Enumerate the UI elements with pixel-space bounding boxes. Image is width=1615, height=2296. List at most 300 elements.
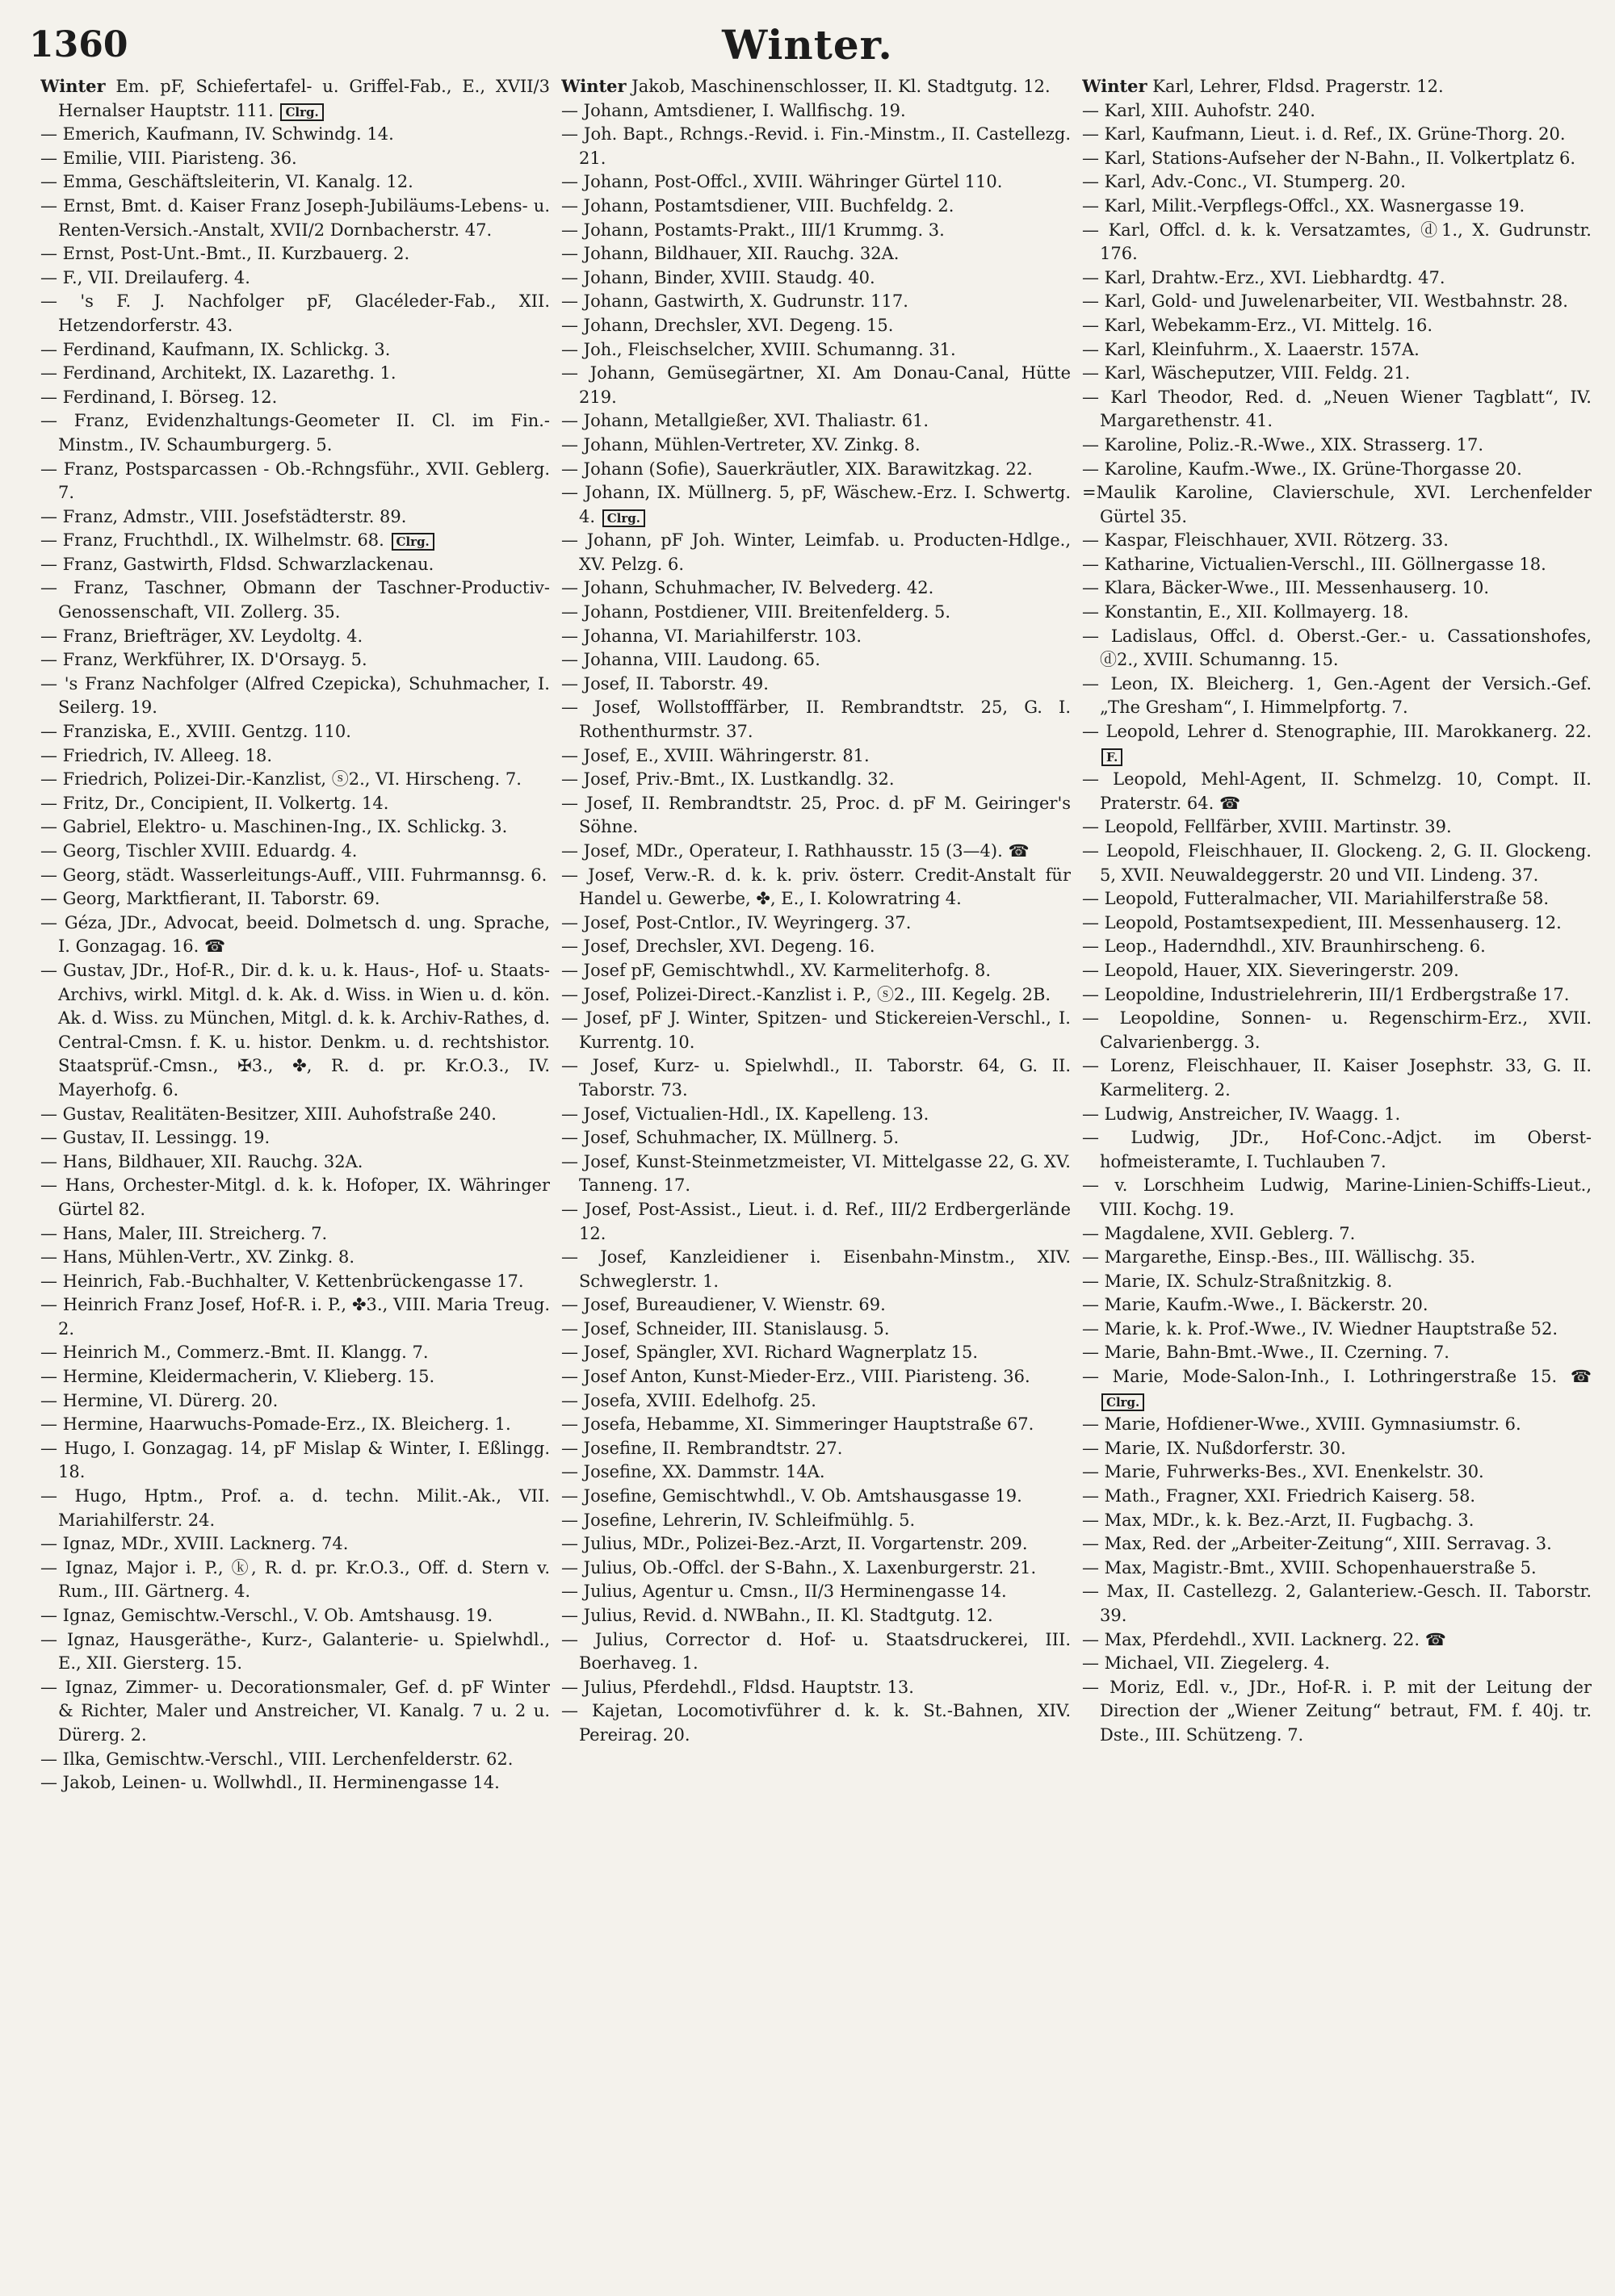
directory-entry bbox=[1082, 1318, 1592, 1342]
entry-text: — Karoline, Kaufm.-Wwe., IX. Grüne-Thorgasse 20. bbox=[1082, 459, 1522, 479]
entry-text: — Josef, Kunst-Steinmetzmeister, VI. Mittelgasse 22, G. XV. Tanneng. 17. bbox=[561, 1151, 1071, 1196]
entry-text: — Johann, Bildhauer, XII. Rauchg. 32A. bbox=[561, 244, 900, 264]
entry-text: — v. Lorschheim Ludwig, Marine-Linien-Schiffs-Lieut., VIII. Kochg. 19. bbox=[1082, 1175, 1592, 1219]
directory-entry bbox=[1082, 1341, 1592, 1365]
directory-entry bbox=[561, 290, 1071, 314]
entry-text: — Karl, Gold- und Juwelenarbeiter, VII. Westbahnstr. 28. bbox=[1082, 291, 1568, 312]
entry-text: — Josef, Kanzleidiener i. Eisenbahn-Minstm., XIV. Schweglerstr. 1. bbox=[561, 1247, 1071, 1291]
entry-badge: Clrg. bbox=[1101, 1393, 1144, 1411]
entry-text: — Kajetan, Locomotivführer d. k. k. St.-Bahnen, XIV. Pereirag. 20. bbox=[561, 1701, 1071, 1745]
entry-text: — Marie, Mode-Salon-Inh., I. Lothringerstraße 15. ☎ bbox=[1082, 1367, 1592, 1387]
directory-entry bbox=[1082, 576, 1592, 601]
entry-text: — Hugo, Hptm., Prof. a. d. techn. Milit.-Ak., VII. Mariahilferstr. 24. bbox=[40, 1486, 550, 1530]
entry-text: — 's Franz Nachfolger (Alfred Czepicka), Schuhmacher, I. Seilerg. 19. bbox=[40, 673, 550, 718]
entry-text: — Julius, MDr., Polizei-Bez.-Arzt, II. Vorgartenstr. 209. bbox=[561, 1534, 1028, 1554]
directory-columns bbox=[40, 74, 1592, 2293]
directory-entry bbox=[40, 242, 550, 266]
directory-entry bbox=[561, 458, 1071, 482]
directory-entry bbox=[40, 1293, 550, 1341]
directory-entry bbox=[561, 576, 1071, 601]
directory-entry bbox=[1082, 1485, 1592, 1509]
directory-entry bbox=[40, 338, 550, 362]
directory-entry bbox=[40, 815, 550, 840]
directory-entry bbox=[561, 1580, 1071, 1604]
directory-entry bbox=[1082, 1509, 1592, 1533]
entry-text: — Karl, Stations-Aufseher der N-Bahn., II. Volkertplatz 6. bbox=[1082, 148, 1576, 168]
entry-text: — Johann, Binder, XVIII. Staudg. 40. bbox=[561, 267, 875, 287]
directory-entry bbox=[1082, 529, 1592, 553]
entry-headword: Winter bbox=[1082, 76, 1147, 96]
directory-entry bbox=[1082, 553, 1592, 577]
entry-text: — Karoline, Poliz.-R.-Wwe., XIX. Strasserg. 17. bbox=[1082, 434, 1484, 455]
directory-entry bbox=[40, 1532, 550, 1557]
entry-text: — Josefine, II. Rembrandtstr. 27. bbox=[561, 1438, 843, 1458]
entry-text: — Leopold, Lehrer d. Stenographie, III. Marokkanerg. 22. bbox=[1082, 722, 1592, 742]
entry-text: — Johann, Postamtsdiener, VIII. Buchfeldg. 2. bbox=[561, 195, 954, 216]
entry-text: — Leopoldine, Industrielehrerin, III/1 Erdbergstraße 17. bbox=[1082, 984, 1570, 1004]
entry-text: — Karl, Offcl. d. k. k. Versatzamtes, ⓓ1., X. Gudrunstr. 176. bbox=[1082, 220, 1592, 264]
entry-text: — Ferdinand, I. Börseg. 12. bbox=[40, 387, 278, 407]
directory-entry bbox=[1082, 290, 1592, 314]
directory-entry bbox=[40, 458, 550, 505]
entry-text: — Josef, Drechsler, XVI. Degeng. 16. bbox=[561, 936, 875, 957]
directory-entry bbox=[1082, 1174, 1592, 1221]
entry-text: — Johann, IX. Müllnerg. 5, pF, Wäschew.-Erz. I. Schwertg. 4. bbox=[561, 483, 1071, 526]
directory-entry bbox=[40, 1270, 550, 1294]
directory-entry bbox=[1082, 1580, 1592, 1628]
entry-text: — Josef, Wollstofffärber, II. Rembrandtstr. 25, G. I. Rothenthurmstr. 37. bbox=[561, 698, 1071, 742]
entry-text: — Gabriel, Elektro- u. Maschinen-Ing., IX. Schlickg. 3. bbox=[40, 817, 508, 837]
directory-entry bbox=[40, 887, 550, 911]
entry-text: — Hermine, Haarwuchs-Pomade-Erz., IX. Bleicherg. 1. bbox=[40, 1414, 511, 1435]
directory-entry bbox=[40, 123, 550, 147]
directory-entry bbox=[40, 864, 550, 888]
entry-text: — Katharine, Victualien-Verschl., III. Göllnergasse 18. bbox=[1082, 554, 1546, 574]
entry-text: — Leopold, Fellfärber, XVIII. Martinstr. 39. bbox=[1082, 817, 1452, 837]
directory-entry bbox=[561, 1604, 1071, 1628]
entry-text: — Johann, Amtsdiener, I. Wallfischg. 19. bbox=[561, 100, 906, 120]
entry-text: — Ferdinand, Kaufmann, IX. Schlickg. 3. bbox=[40, 339, 391, 359]
directory-entry bbox=[561, 935, 1071, 959]
directory-entry bbox=[1082, 1676, 1592, 1748]
directory-entry bbox=[40, 672, 550, 720]
directory-entry bbox=[561, 1293, 1071, 1318]
entry-text: — Ludwig, Anstreicher, IV. Waagg. 1. bbox=[1082, 1104, 1401, 1124]
entry-text: — Leopoldine, Sonnen- u. Regenschirm-Erz., XVII. Calvarienbergg. 3. bbox=[1082, 1008, 1592, 1052]
directory-entry bbox=[561, 1532, 1071, 1557]
entry-text: — Hermine, VI. Dürerg. 20. bbox=[40, 1390, 279, 1410]
entry-text: — Heinrich M., Commerz.-Bmt. II. Klangg. 7. bbox=[40, 1343, 429, 1363]
directory-entry bbox=[1082, 983, 1592, 1008]
entry-text: — 's F. J. Nachfolger pF, Glacéleder-Fab., XII. Hetzendorferstr. 43. bbox=[40, 291, 550, 335]
directory-entry bbox=[1082, 1293, 1592, 1318]
directory-entry bbox=[561, 696, 1071, 744]
entry-text: — Ludwig, JDr., Hof-Conc.-Adjct. im Oberst-hofmeisteramte, I. Tuchlauben 7. bbox=[1082, 1128, 1592, 1171]
entry-text: — Marie, IX. Schulz-Straßnitzkig. 8. bbox=[1082, 1271, 1393, 1291]
entry-text: Karl, Lehrer, Fldsd. Pragerstr. 12. bbox=[1147, 77, 1444, 96]
directory-entry bbox=[40, 266, 550, 291]
directory-entry bbox=[561, 481, 1071, 529]
entry-text: — Moriz, Edl. v., JDr., Hof-R. i. P. mit der Leitung der Direction der „Wiener Zeitung“ betraut, FM. f. 40j. tr. Dste., III. Schützeng. 7. bbox=[1082, 1677, 1592, 1745]
entry-text: — Heinrich, Fab.-Buchhalter, V. Kettenbrückengasse 17. bbox=[40, 1271, 524, 1291]
entry-text: — Karl, XIII. Auhofstr. 240. bbox=[1082, 100, 1315, 120]
directory-entry bbox=[1082, 1246, 1592, 1270]
directory-entry bbox=[40, 1126, 550, 1150]
entry-text: — Emilie, VIII. Piaristeng. 36. bbox=[40, 148, 297, 168]
entry-text: — Hans, Bildhauer, XII. Rauchg. 32A. bbox=[40, 1151, 363, 1171]
entry-text: — Franz, Postsparcassen - Ob.-Rchngsführ., XVII. Geblerg. 7. bbox=[40, 459, 550, 503]
directory-entry bbox=[1082, 601, 1592, 625]
entry-text: — Max, Red. der „Arbeiter-Zeitung“, XIII. Serravag. 3. bbox=[1082, 1534, 1552, 1554]
entry-text: — Kaspar, Fleischhauer, XVII. Rötzerg. 33. bbox=[1082, 530, 1449, 551]
directory-entry bbox=[40, 1437, 550, 1485]
entry-text: — Johann, Post-Offcl., XVIII. Währinger Gürtel 110. bbox=[561, 172, 1003, 192]
entry-text: — Josef Anton, Kunst-Mieder-Erz., VIII. Piaristeng. 36. bbox=[561, 1367, 1030, 1387]
directory-entry bbox=[1082, 1054, 1592, 1102]
directory-entry bbox=[561, 123, 1071, 170]
column-2 bbox=[561, 74, 1071, 2293]
entry-badge: Clrg. bbox=[280, 103, 323, 121]
directory-entry bbox=[1082, 959, 1592, 983]
directory-entry bbox=[40, 840, 550, 864]
directory-entry bbox=[561, 744, 1071, 769]
entry-text: — Julius, Ob.-Offcl. der S-Bahn., X. Laxenburgerstr. 21. bbox=[561, 1557, 1037, 1577]
entry-text: — Joh. Bapt., Rchngs.-Revid. i. Fin.-Minstm., II. Castellezg. 21. bbox=[561, 124, 1071, 168]
entry-badge: Clrg. bbox=[602, 509, 645, 527]
entry-text: — Josef, Priv.-Bmt., IX. Lustkandlg. 32. bbox=[561, 769, 895, 790]
entry-text: — Franz, Evidenzhaltungs-Geometer II. Cl. im Fin.-Minstm., IV. Schaumburgerg. 5. bbox=[40, 411, 550, 455]
entry-text: — Max, Magistr.-Bmt., XVIII. Schopenhauerstraße 5. bbox=[1082, 1557, 1537, 1577]
directory-entry bbox=[561, 409, 1071, 434]
directory-entry bbox=[40, 959, 550, 1103]
entry-text: — Georg, Marktfierant, II. Taborstr. 69. bbox=[40, 889, 380, 909]
directory-entry bbox=[40, 1341, 550, 1365]
directory-entry bbox=[561, 1150, 1071, 1198]
entry-text: — Josef, Schneider, III. Stanislausg. 5. bbox=[561, 1318, 890, 1339]
entry-text: — Karl, Drahtw.-Erz., XVI. Liebhardtg. 47. bbox=[1082, 267, 1445, 287]
entry-text: — Johanna, VI. Mariahilferstr. 103. bbox=[561, 626, 862, 646]
directory-entry bbox=[561, 1628, 1071, 1676]
entry-text: — Max, MDr., k. k. Bez.-Arzt, II. Fugbachg. 3. bbox=[1082, 1510, 1474, 1530]
entry-text: — Emma, Geschäftsleiterin, VI. Kanalg. 12. bbox=[40, 172, 413, 192]
entry-text: — Marie, k. k. Prof.-Wwe., IV. Wiedner Hauptstraße 52. bbox=[1082, 1318, 1558, 1339]
directory-entry bbox=[561, 840, 1071, 864]
entry-text: — Ilka, Gemischtw.-Verschl., VIII. Lerchenfelderstr. 62. bbox=[40, 1749, 514, 1769]
entry-text: — Franz, Gastwirth, Fldsd. Schwarzlackenau. bbox=[40, 554, 434, 574]
entry-text: — Michael, VII. Ziegelerg. 4. bbox=[1082, 1653, 1330, 1674]
directory-entry bbox=[40, 744, 550, 769]
directory-entry bbox=[561, 1389, 1071, 1414]
entry-text: — Gustav, II. Lessingg. 19. bbox=[40, 1128, 271, 1148]
entry-text: — Josef, pF J. Winter, Spitzen- und Stickereien-Verschl., I. Kurrentg. 10. bbox=[561, 1008, 1071, 1052]
entry-text: — Franz, Admstr., VIII. Josefstädterstr. 89. bbox=[40, 506, 407, 526]
entry-text: — Josef, Bureaudiener, V. Wienstr. 69. bbox=[561, 1295, 886, 1315]
directory-entry bbox=[1082, 768, 1592, 815]
entry-text: — Margarethe, Einsp.-Bes., III. Wällischg. 35. bbox=[1082, 1247, 1476, 1267]
entry-text: — Ladislaus, Offcl. d. Oberst.-Ger.- u. Cassationshofes, ⓓ2., XVIII. Schumanng. 15. bbox=[1082, 626, 1592, 670]
directory-entry bbox=[1082, 99, 1592, 124]
entry-text: — Johann, Metallgießer, XVI. Thaliastr. 61. bbox=[561, 411, 929, 431]
directory-entry bbox=[1082, 1460, 1592, 1485]
directory-entry bbox=[561, 195, 1071, 219]
entry-text: — Julius, Revid. d. NWBahn., II. Kl. Stadtgutg. 12. bbox=[561, 1606, 993, 1625]
directory-entry bbox=[1082, 1413, 1592, 1437]
directory-entry bbox=[1082, 1652, 1592, 1676]
entry-text: Em. pF, Schiefertafel- u. Griffel-Fab., E., XVII/3 Hernalser Hauptstr. 111. bbox=[58, 77, 550, 120]
page-number: 1360 bbox=[29, 24, 128, 65]
directory-entry bbox=[1082, 434, 1592, 458]
directory-entry bbox=[40, 1604, 550, 1628]
directory-entry bbox=[561, 362, 1071, 409]
directory-entry bbox=[1082, 1557, 1592, 1581]
entry-text: — Georg, städt. Wasserleitungs-Auff., VIII. Fuhrmannsg. 6. bbox=[40, 865, 547, 885]
directory-entry bbox=[561, 792, 1071, 840]
directory-entry bbox=[561, 1437, 1071, 1461]
directory-entry bbox=[561, 1365, 1071, 1389]
entry-headword: Winter bbox=[40, 76, 106, 96]
directory-entry bbox=[1082, 123, 1592, 147]
directory-entry bbox=[1082, 1532, 1592, 1557]
entry-text: — Marie, Hofdiener-Wwe., XVIII. Gymnasiumstr. 6. bbox=[1082, 1414, 1521, 1435]
directory-entry bbox=[1082, 625, 1592, 672]
entry-text: — Josef, II. Rembrandtstr. 25, Proc. d. pF M. Geiringer's Söhne. bbox=[561, 793, 1071, 837]
directory-entry bbox=[561, 601, 1071, 625]
directory-entry bbox=[1082, 266, 1592, 291]
directory-entry bbox=[561, 1676, 1071, 1700]
directory-entry bbox=[561, 1460, 1071, 1485]
running-head: Winter. bbox=[722, 21, 893, 69]
entry-text: — Gustav, JDr., Hof-R., Dir. d. k. u. k. Haus-, Hof- u. Staats-Archivs, wirkl. Mitgl. d. k. Ak. d. Wiss. in Wien u. d. kön. Ak. d. Wiss. zu München, Mitgl. d. k. k. Archiv-Rathes, d. Central-Cmsn. f. K. u. histor. Denkm. u. d. rechtshistor. Staatsprüf.-Cmsn., ✠3., ✤, R. d. pr. Kr.O.3., IV. Mayerhofg. 6. bbox=[40, 960, 550, 1100]
entry-text: — Emerich, Kaufmann, IV. Schwindg. 14. bbox=[40, 124, 394, 145]
directory-entry bbox=[40, 576, 550, 624]
entry-text: — Franz, Briefträger, XV. Leydoltg. 4. bbox=[40, 626, 363, 646]
directory-entry bbox=[1082, 840, 1592, 887]
entry-text: — Josef, Schuhmacher, IX. Müllnerg. 5. bbox=[561, 1128, 900, 1148]
entry-text: — Fritz, Dr., Concipient, II. Volkertg. 14. bbox=[40, 793, 389, 813]
entry-headword: Winter bbox=[561, 76, 627, 96]
directory-entry bbox=[40, 362, 550, 386]
entry-text: — Karl, Milit.-Verpflegs-Offcl., XX. Wasnergasse 19. bbox=[1082, 195, 1525, 216]
entry-text: — Johann, Postdiener, VIII. Breitenfelderg. 5. bbox=[561, 602, 951, 622]
entry-text: — Hugo, I. Gonzagag. 14, pF Mislap & Winter, I. Eßlingg. 18. bbox=[40, 1438, 550, 1482]
directory-entry bbox=[1082, 720, 1592, 768]
directory-entry bbox=[561, 434, 1071, 458]
entry-text: — Magdalene, XVII. Geblerg. 7. bbox=[1082, 1223, 1356, 1243]
entry-text: — Josef, Kurz- u. Spielwhdl., II. Taborstr. 64, G. II. Taborstr. 73. bbox=[561, 1056, 1071, 1100]
column-1 bbox=[40, 74, 550, 2293]
entry-text: — Lorenz, Fleischhauer, II. Kaiser Josephstr. 33, G. II. Karmeliterg. 2. bbox=[1082, 1056, 1592, 1100]
entry-text: — Josef, II. Taborstr. 49. bbox=[561, 673, 769, 693]
directory-entry bbox=[561, 864, 1071, 911]
directory-entry bbox=[561, 266, 1071, 291]
directory-entry bbox=[561, 242, 1071, 266]
directory-entry bbox=[40, 1676, 550, 1748]
directory-entry bbox=[561, 1341, 1071, 1365]
directory-entry bbox=[1082, 1628, 1592, 1653]
directory-entry bbox=[1082, 386, 1592, 434]
directory-entry bbox=[561, 314, 1071, 338]
entry-text: — Josef, Post-Cntlor., IV. Weyringerg. 37. bbox=[561, 912, 912, 932]
directory-entry bbox=[40, 386, 550, 410]
entry-text: — Johanna, VIII. Laudong. 65. bbox=[561, 650, 820, 670]
entry-text: — Marie, IX. Nußdorferstr. 30. bbox=[1082, 1438, 1346, 1458]
directory-entry bbox=[1082, 1126, 1592, 1174]
directory-entry bbox=[40, 1771, 550, 1795]
directory-entry bbox=[40, 1246, 550, 1270]
directory-entry bbox=[561, 672, 1071, 697]
entry-text: — Johann, Mühlen-Vertreter, XV. Zinkg. 8. bbox=[561, 434, 921, 455]
entry-text: — Jakob, Leinen- u. Wollwhdl., II. Herminengasse 14. bbox=[40, 1773, 500, 1793]
directory-entry bbox=[561, 1198, 1071, 1246]
directory-entry bbox=[40, 74, 550, 123]
entry-text: — Karl, Wäscheputzer, VIII. Feldg. 21. bbox=[1082, 363, 1411, 383]
directory-entry bbox=[40, 1222, 550, 1246]
directory-entry bbox=[40, 1748, 550, 1772]
entry-text: — Hans, Orchester-Mitgl. d. k. k. Hofoper, IX. Währinger Gürtel 82. bbox=[40, 1175, 550, 1219]
entry-text: — Leon, IX. Bleicherg. 1, Gen.-Agent der Versich.-Gef. „The Gresham“, I. Himmelpfortg. 7. bbox=[1082, 673, 1592, 718]
entry-text: =Maulik Karoline, Clavierschule, XVI. Lerchenfelder Gürtel 35. bbox=[1082, 483, 1592, 526]
entry-text: — Franz, Werkführer, IX. D'Orsayg. 5. bbox=[40, 650, 367, 670]
entry-text: — Josef pF, Gemischtwhdl., XV. Karmeliterhofg. 8. bbox=[561, 960, 991, 980]
directory-entry bbox=[1082, 74, 1592, 99]
directory-entry bbox=[1082, 147, 1592, 171]
directory-entry bbox=[561, 1413, 1071, 1437]
directory-entry bbox=[561, 1054, 1071, 1102]
directory-entry bbox=[40, 625, 550, 649]
entry-text: — Marie, Bahn-Bmt.-Wwe., II. Czerning. 7. bbox=[1082, 1343, 1449, 1363]
directory-entry bbox=[1082, 338, 1592, 362]
directory-entry bbox=[561, 911, 1071, 936]
entry-text: — Ernst, Post-Unt.-Bmt., II. Kurzbauerg. 2. bbox=[40, 244, 410, 264]
entry-text: — Johann, Postamts-Prakt., III/1 Krummg. 3. bbox=[561, 220, 945, 240]
directory-entry bbox=[40, 1174, 550, 1221]
entry-text: — Josefa, Hebamme, XI. Simmeringer Hauptstraße 67. bbox=[561, 1414, 1034, 1435]
directory-entry bbox=[561, 1485, 1071, 1509]
entry-text: — Hermine, Kleidermacherin, V. Klieberg. 15. bbox=[40, 1367, 435, 1387]
entry-text: — Ignaz, Hausgeräthe-, Kurz-, Galanterie- u. Spielwhdl., E., XII. Giersterg. 15. bbox=[40, 1629, 550, 1674]
directory-entry bbox=[40, 409, 550, 457]
directory-entry bbox=[40, 911, 550, 959]
entry-text: — Josef, MDr., Operateur, I. Rathhausstr. 15 (3—4). ☎ bbox=[561, 841, 1030, 861]
entry-text: — Josefine, XX. Dammstr. 14A. bbox=[561, 1462, 825, 1482]
entry-text: — Karl, Kleinfuhrm., X. Laaerstr. 157A. bbox=[1082, 339, 1420, 359]
entry-text: — Friedrich, IV. Alleeg. 18. bbox=[40, 745, 273, 765]
entry-text: — Max, II. Castellezg. 2, Galanteriew.-Gesch. II. Taborstr. 39. bbox=[1082, 1582, 1592, 1625]
directory-entry bbox=[1082, 1222, 1592, 1246]
entry-text: — Franz, Taschner, Obmann der Taschner-Productiv-Genossenschaft, VII. Zollerg. 35. bbox=[40, 578, 550, 622]
entry-text: — Géza, JDr., Advocat, beeid. Dolmetsch d. ung. Sprache, I. Gonzagag. 16. ☎ bbox=[40, 912, 550, 957]
entry-text: — Karl, Kaufmann, Lieut. i. d. Ref., IX. Grüne-Thorg. 20. bbox=[1082, 124, 1566, 145]
directory-entry bbox=[1082, 314, 1592, 338]
directory-entry bbox=[561, 1007, 1071, 1054]
entry-text: — Ignaz, MDr., XVIII. Lacknerg. 74. bbox=[40, 1534, 349, 1554]
directory-entry bbox=[1082, 362, 1592, 386]
directory-entry bbox=[561, 1103, 1071, 1127]
directory-entry bbox=[1082, 935, 1592, 959]
directory-entry bbox=[561, 1509, 1071, 1533]
entry-text: — Josef, Victualien-Hdl., IX. Kapelleng. 13. bbox=[561, 1104, 929, 1124]
entry-text: — Karl, Webekamm-Erz., VI. Mittelg. 16. bbox=[1082, 315, 1433, 335]
entry-text: — Johann, Drechsler, XVI. Degeng. 15. bbox=[561, 315, 894, 335]
directory-entry bbox=[561, 983, 1071, 1008]
entry-text: — Josef, Post-Assist., Lieut. i. d. Ref., III/2 Erdbergerlände 12. bbox=[561, 1199, 1071, 1243]
entry-text: — Math., Fragner, XXI. Friedrich Kaiserg. 58. bbox=[1082, 1486, 1476, 1506]
entry-text: Jakob, Maschinenschlosser, II. Kl. Stadtgutg. 12. bbox=[626, 77, 1051, 96]
entry-badge: Clrg. bbox=[392, 533, 434, 551]
entry-text: — Ferdinand, Architekt, IX. Lazarethg. 1. bbox=[40, 363, 396, 383]
entry-text: — Ignaz, Zimmer- u. Decorationsmaler, Gef. d. pF Winter & Richter, Maler und Anstreicher, VI. Kanalg. 7 u. 2 u. Dürerg. 2. bbox=[40, 1677, 550, 1745]
directory-entry bbox=[1082, 1437, 1592, 1461]
column-3 bbox=[1082, 74, 1592, 2293]
entry-text: — Josefine, Lehrerin, IV. Schleifmühlg. 5. bbox=[561, 1510, 916, 1530]
entry-text: — Ignaz, Gemischtw.-Verschl., V. Ob. Amtshausg. 19. bbox=[40, 1606, 493, 1625]
directory-entry bbox=[1082, 1270, 1592, 1294]
directory-entry bbox=[561, 170, 1071, 195]
directory-entry bbox=[40, 1485, 550, 1532]
directory-entry bbox=[40, 1628, 550, 1676]
entry-text: — Karl Theodor, Red. d. „Neuen Wiener Tagblatt“, IV. Margarethenstr. 41. bbox=[1082, 387, 1592, 431]
entry-text: — Marie, Fuhrwerks-Bes., XVI. Enenkelstr. 30. bbox=[1082, 1462, 1484, 1482]
directory-entry bbox=[40, 195, 550, 242]
directory-entry bbox=[1082, 672, 1592, 720]
entry-text: — Johann, Gastwirth, X. Gudrunstr. 117. bbox=[561, 291, 908, 312]
directory-entry bbox=[40, 505, 550, 530]
directory-entry bbox=[561, 1318, 1071, 1342]
directory-entry bbox=[40, 1150, 550, 1175]
entry-text: — Josefine, Gemischtwhdl., V. Ob. Amtshausgasse 19. bbox=[561, 1486, 1022, 1506]
entry-text: — Ignaz, Major i. P., ⓚ, R. d. pr. Kr.O.3., Off. d. Stern v. Rum., III. Gärtnerg. 4. bbox=[40, 1557, 550, 1602]
entry-text: — Johann, Gemüsegärtner, XI. Am Donau-Canal, Hütte 219. bbox=[561, 363, 1071, 407]
entry-text: — Leopold, Mehl-Agent, II. Schmelzg. 10, Compt. II. Praterstr. 64. ☎ bbox=[1082, 769, 1592, 813]
entry-text: — Ernst, Bmt. d. Kaiser Franz Joseph-Jubiläums-Lebens- u. Renten-Versich.-Anstalt, XVII/2 Dornbacherstr. 47. bbox=[40, 195, 550, 240]
entry-text: — Josef, E., XVIII. Währingerstr. 81. bbox=[561, 745, 870, 765]
entry-badge: F. bbox=[1101, 748, 1122, 766]
directory-entry bbox=[40, 147, 550, 171]
directory-entry bbox=[1082, 1365, 1592, 1413]
entry-text: — Max, Pferdehdl., XVII. Lacknerg. 22. ☎ bbox=[1082, 1629, 1446, 1649]
directory-entry bbox=[40, 170, 550, 195]
entry-text: — Franz, Fruchthdl., IX. Wilhelmstr. 68. bbox=[40, 530, 384, 551]
directory-entry bbox=[1082, 815, 1592, 840]
entry-text: — Karl, Adv.-Conc., VI. Stumperg. 20. bbox=[1082, 172, 1406, 192]
entry-text: — Julius, Corrector d. Hof- u. Staatsdruckerei, III. Boerhaveg. 1. bbox=[561, 1629, 1071, 1674]
entry-text: — Josef, Spängler, XVI. Richard Wagnerplatz 15. bbox=[561, 1343, 979, 1363]
directory-entry bbox=[561, 625, 1071, 649]
entry-text: — F., VII. Dreilauferg. 4. bbox=[40, 267, 250, 287]
directory-entry bbox=[561, 99, 1071, 124]
directory-entry bbox=[1082, 481, 1592, 529]
directory-entry bbox=[561, 219, 1071, 243]
directory-entry bbox=[40, 1103, 550, 1127]
directory-entry bbox=[40, 553, 550, 577]
directory-entry bbox=[1082, 911, 1592, 936]
entry-text: — Josef, Verw.-R. d. k. k. priv. österr. Credit-Anstalt für Handel u. Gewerbe, ✤, E., I. Kolowratring 4. bbox=[561, 865, 1071, 909]
directory-entry bbox=[561, 529, 1071, 576]
directory-entry bbox=[40, 1365, 550, 1389]
entry-text: — Gustav, Realitäten-Besitzer, XIII. Auhofstraße 240. bbox=[40, 1104, 497, 1124]
entry-text: — Josefa, XVIII. Edelhofg. 25. bbox=[561, 1390, 816, 1410]
entry-text: — Johann, Schuhmacher, IV. Belvederg. 42. bbox=[561, 578, 934, 598]
entry-text: — Leopold, Hauer, XIX. Sieveringerstr. 209. bbox=[1082, 960, 1459, 980]
directory-entry bbox=[40, 1557, 550, 1604]
directory-entry bbox=[1082, 219, 1592, 266]
directory-entry bbox=[1082, 195, 1592, 219]
entry-text: — Julius, Pferdehdl., Fldsd. Hauptstr. 13. bbox=[561, 1677, 914, 1697]
entry-text: — Franziska, E., XVIII. Gentzg. 110. bbox=[40, 722, 351, 742]
directory-entry bbox=[1082, 1103, 1592, 1127]
entry-text: — Joh., Fleischselcher, XVIII. Schumanng. 31. bbox=[561, 339, 956, 359]
entry-text: — Julius, Agentur u. Cmsn., II/3 Herminengasse 14. bbox=[561, 1582, 1007, 1602]
